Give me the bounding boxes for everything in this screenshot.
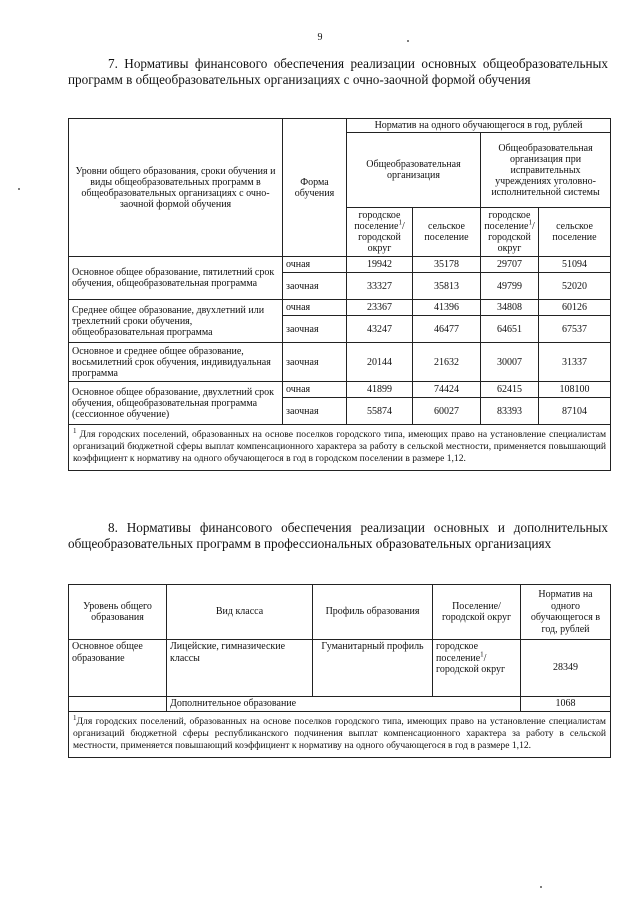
page-number: 9 [317,32,323,43]
header-form: Форма обучения [283,119,347,257]
value-cell: 31337 [539,343,611,382]
scan-speck [18,188,20,190]
form-cell: заочная [283,398,347,425]
header-general-org: Общеобразовательная организация [347,133,481,208]
value-cell: 49799 [481,273,539,300]
form-cell: заочная [283,316,347,343]
empty-cell [69,697,167,712]
section-8-footnote: $^1$Для городских поселений, образованных на основе поселков городского типа, имеющих право на установление специалистам организаций бюджетной сферы республиканского подчинения выплат компенсационного характера за работу в сельской местности, применяется повышающий коэффициент к нормативу на одного обучающегося в год в размере 1,12. [69,711,611,757]
value-cell: 19942 [347,257,413,273]
header-correctional-org: Общеобразовательная организация при исправительных учреждениях уголовно-исполнительной системы [481,133,611,208]
form-cell: заочная [283,343,347,382]
value-cell: 60027 [413,398,481,425]
value-cell: 43247 [347,316,413,343]
value-cell: 29707 [481,257,539,273]
header-norm: Норматив на одного обучающегося в год, рублей [521,585,611,640]
row-class-type: Лицейские, гимназические классы [167,640,313,697]
header-level: Уровень общего образования [69,585,167,640]
header-norm: Норматив на одного обучающегося в год, рублей [347,119,611,133]
row-value: 28349 [521,640,611,697]
value-cell: 55874 [347,398,413,425]
value-cell: 74424 [413,382,481,398]
section-8-title: 8. Нормативы финансового обеспечения реализации основных и дополнительных общеобразовательных программ в профессиональных образовательных организациях [68,520,608,551]
value-cell: 35178 [413,257,481,273]
row-label: Основное общее образование, двухлетний срок обучения, общеобразовательная программа (сессионное обучение) [69,382,283,425]
value-cell: 108100 [539,382,611,398]
header-settlement: Поселение/ городской округ [433,585,521,640]
form-cell: очная [283,382,347,398]
header-class-type: Вид класса [167,585,313,640]
header-rural: сельское поселение [413,208,481,257]
scan-speck [540,886,542,888]
table-row [69,640,611,697]
value-cell: 41899 [347,382,413,398]
header-profile: Профиль образования [313,585,433,640]
value-cell: 23367 [347,300,413,316]
value-cell: 35813 [413,273,481,300]
table-row [69,697,611,712]
section-7-footnote: $^1$ Для городских поселений, образованных на основе поселков городского типа, имеющих право на установление специалистам организаций бюджетной сферы выплат компенсационного характера за работу в сельской местности, применяется повышающий коэффициент к нормативу на одного обучающегося в год в городском поселении в размере 1,12. [69,425,611,471]
header-urban: городское поселение$^1$/ городской округ [481,208,539,257]
value-cell: 60126 [539,300,611,316]
additional-education-value: 1068 [521,697,611,712]
value-cell: 64651 [481,316,539,343]
section-7-title: 7. Нормативы финансового обеспечения реализации основных общеобразовательных программ в общеобразовательных организациях с очно-заочной формой обучения [68,56,608,87]
form-cell: заочная [283,273,347,300]
section-7-table [68,118,611,471]
header-rural: сельское поселение [539,208,611,257]
value-cell: 83393 [481,398,539,425]
row-profile: Гуманитарный профиль [313,640,433,697]
value-cell: 46477 [413,316,481,343]
form-cell: очная [283,300,347,316]
table-row [69,300,611,316]
row-label: Основное и среднее общее образование, восьмилетний срок обучения, индивидуальная программа [69,343,283,382]
value-cell: 87104 [539,398,611,425]
row-label: Основное общее образование, пятилетний срок обучения, общеобразовательная программа [69,257,283,300]
row-label: Среднее общее образование, двухлетний или трехлетний сроки обучения, общеобразовательная программа [69,300,283,343]
table-row [69,257,611,273]
table-row [69,382,611,398]
value-cell: 51094 [539,257,611,273]
table-row [69,343,611,382]
value-cell: 62415 [481,382,539,398]
scan-speck [407,40,409,42]
value-cell: 34808 [481,300,539,316]
value-cell: 52020 [539,273,611,300]
header-urban: городское поселение$^1$/ городской округ [347,208,413,257]
value-cell: 33327 [347,273,413,300]
value-cell: 30007 [481,343,539,382]
row-level: Основное общее образование [69,640,167,697]
additional-education-label: Дополнительное образование [167,697,521,712]
row-settlement: городское поселение$^1$/ городской округ [433,640,521,697]
section-8-table [68,584,611,758]
value-cell: 67537 [539,316,611,343]
form-cell: очная [283,257,347,273]
value-cell: 21632 [413,343,481,382]
value-cell: 41396 [413,300,481,316]
header-levels: Уровни общего образования, сроки обучения и виды общеобразовательных программ в общеобразовательных организациях с очно-заочной формой обучения [69,119,283,257]
value-cell: 20144 [347,343,413,382]
